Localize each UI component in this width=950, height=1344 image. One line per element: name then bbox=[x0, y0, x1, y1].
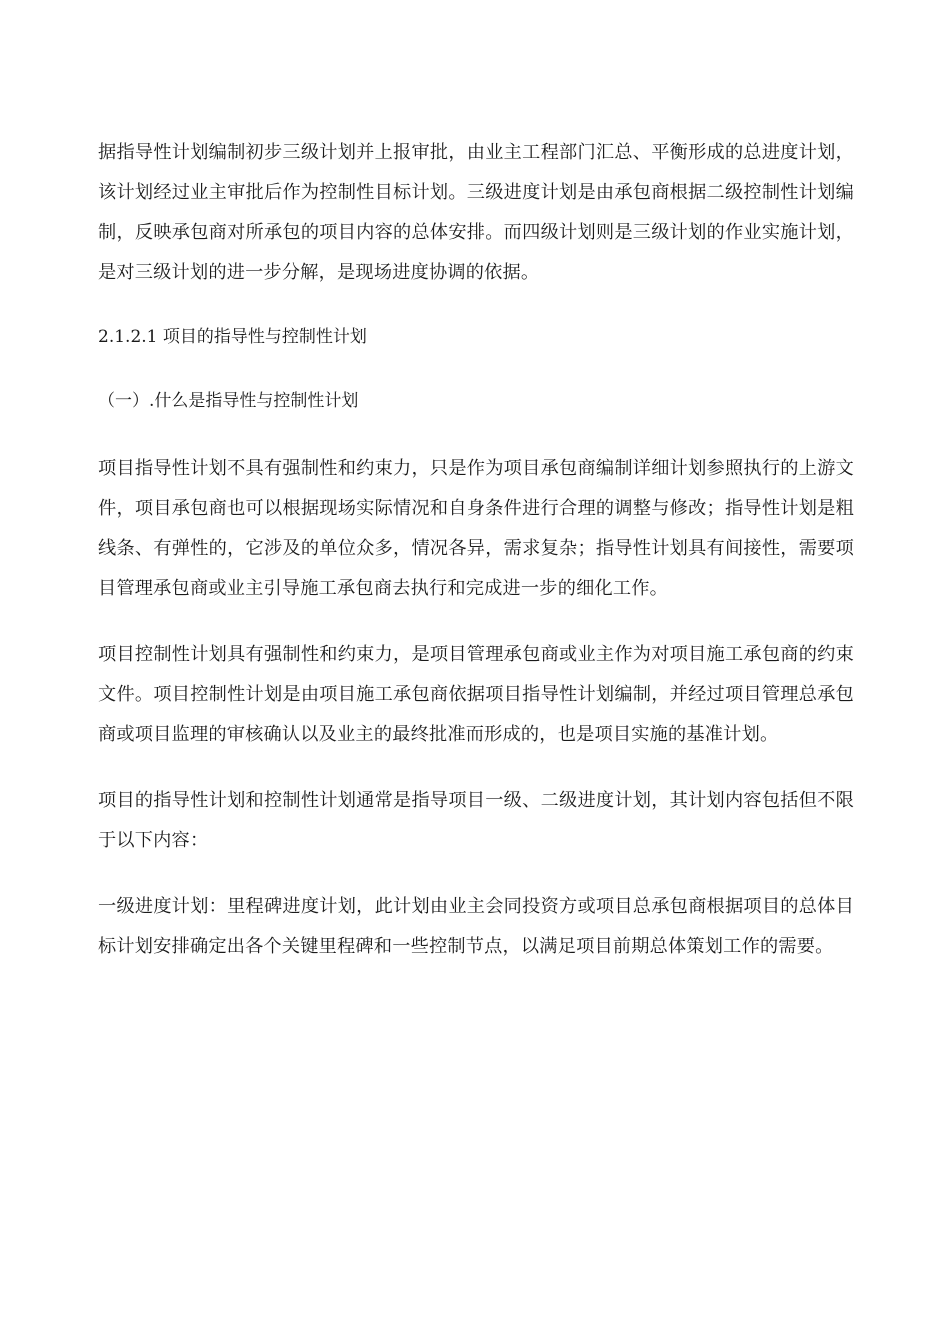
paragraph-plan-contents: 项目的指导性计划和控制性计划通常是指导项目一级、二级进度计划，其计划内容包括但不限于以下内容： bbox=[98, 790, 854, 851]
section-heading: 2.1.2.1 项目的指导性与控制性计划 bbox=[98, 327, 367, 347]
subsection-heading: （一）.什么是指导性与控制性计划 bbox=[98, 391, 359, 411]
paragraph-guiding-plan: 项目指导性计划不具有强制性和约束力，只是作为项目承包商编制详细计划参照执行的上游文件，项目承包商也可以根据现场实际情况和自身条件进行合理的调整与修改；指导性计划是粗线条、有弹性的，它涉及的单位众多，情况各异，需求复杂；指导性计划具有间接性，需要项目管理承包商或业主引导施工承包商去执行和完成进一步的细化工作。 bbox=[98, 458, 854, 599]
paragraph-level-one-plan: 一级进度计划：里程碑进度计划，此计划由业主会同投资方或项目总承包商根据项目的总体目标计划安排确定出各个关键里程碑和一些控制节点，以满足项目前期总体策划工作的需要。 bbox=[98, 896, 854, 957]
paragraph-control-plan: 项目控制性计划具有强制性和约束力，是项目管理承包商或业主作为对项目施工承包商的约束文件。项目控制性计划是由项目施工承包商依据项目指导性计划编制，并经过项目管理总承包商或项目监理的审核确认以及业主的最终批准而形成的，也是项目实施的基准计划。 bbox=[98, 644, 854, 745]
document-body bbox=[98, 133, 854, 993]
paragraph-schedule-levels: 据指导性计划编制初步三级计划并上报审批，由业主工程部门汇总、平衡形成的总进度计划，该计划经过业主审批后作为控制性目标计划。三级进度计划是由承包商根据二级控制性计划编制，反映承包商对所承包的项目内容的总体安排。而四级计划则是三级计划的作业实施计划，是对三级计划的进一步分解，是现场进度协调的依据。 bbox=[98, 142, 854, 283]
